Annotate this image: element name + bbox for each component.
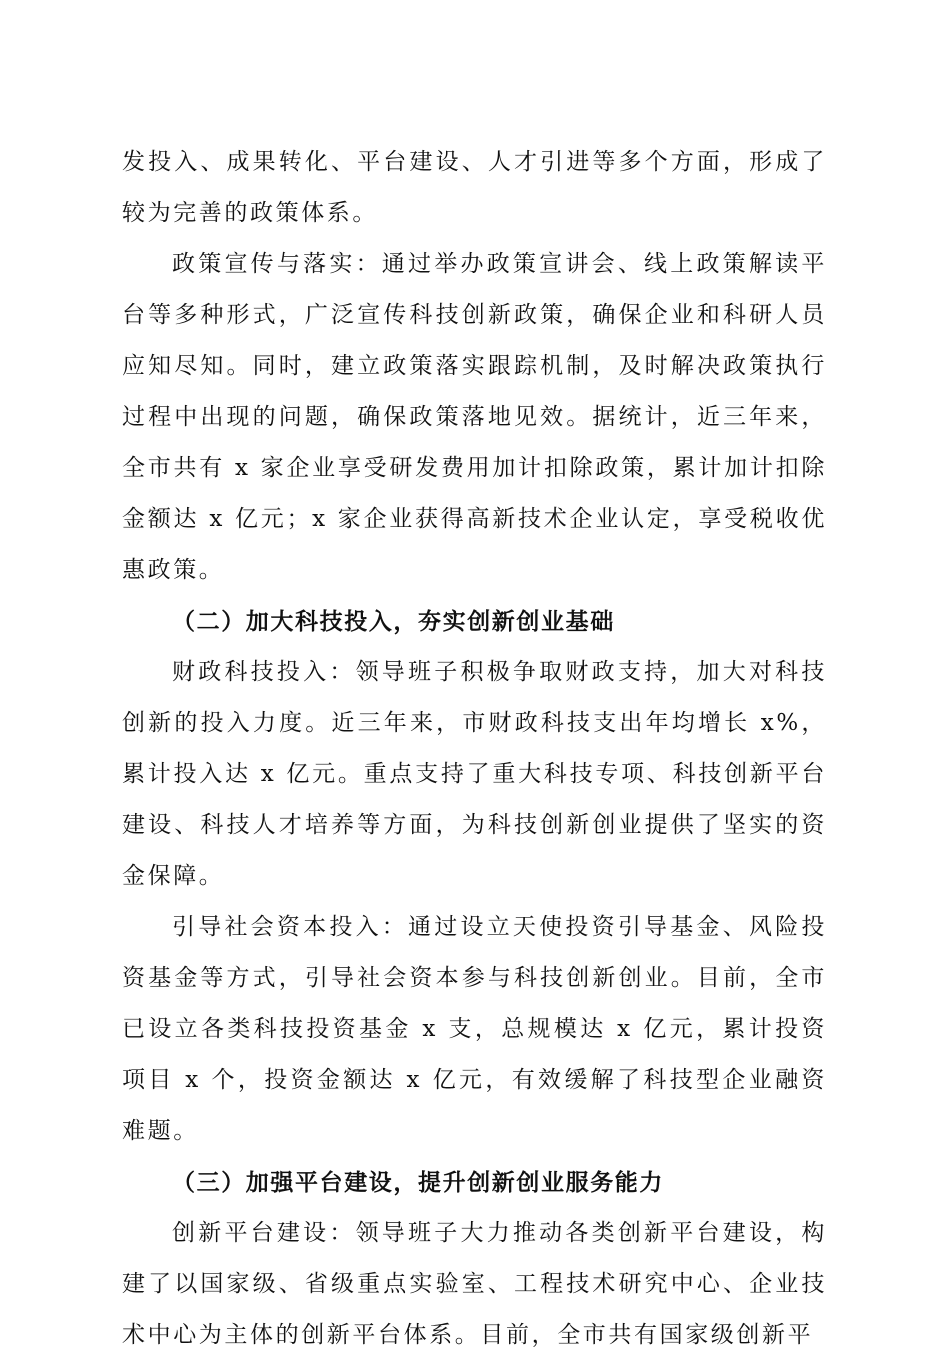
paragraph-platform-building: 创新平台建设：领导班子大力推动各类创新平台建设，构建了以国家级、省级重点实验室、工程技术研究中心、企业技术中心为主体的创新平台体系。目前，全市共有国家级创新平	[122, 1220, 827, 1348]
paragraph-policy-promotion: 政策宣传与落实：通过举办政策宣讲会、线上政策解读平台等多种形式，广泛宣传科技创新政策，确保企业和科研人员应知尽知。同时，建立政策落实跟踪机制，及时解决政策执行过程中出现的问题，确保政策落地见效。据统计，近三年来，全市共有 x 家企业享受研发费用加计扣除政策，累计加计扣除金额达 x 亿元；x 家企业获得高新技术企业认定，享受税收优惠政策。	[122, 251, 827, 583]
section-heading-2: （二）加大科技投入，夯实创新创业基础	[172, 608, 615, 635]
paragraph-social-capital: 引导社会资本投入：通过设立天使投资引导基金、风险投资基金等方式，引导社会资本参与科技创新创业。目前，全市已设立各类科技投资基金 x 支，总规模达 x 亿元，累计投资项目 x 个，投资金额达 x 亿元，有效缓解了科技型企业融资难题。	[122, 914, 827, 1144]
document-body	[122, 137, 827, 1361]
paragraph-continuation: 发投入、成果转化、平台建设、人才引进等多个方面，形成了较为完善的政策体系。	[122, 149, 827, 226]
paragraph-fiscal-investment: 财政科技投入：领导班子积极争取财政支持，加大对科技创新的投入力度。近三年来，市财政科技支出年均增长 x%，累计投入达 x 亿元。重点支持了重大科技专项、科技创新平台建设、科技人才培养等方面，为科技创新创业提供了坚实的资金保障。	[122, 659, 827, 889]
section-heading-3: （三）加强平台建设，提升创新创业服务能力	[172, 1169, 664, 1196]
